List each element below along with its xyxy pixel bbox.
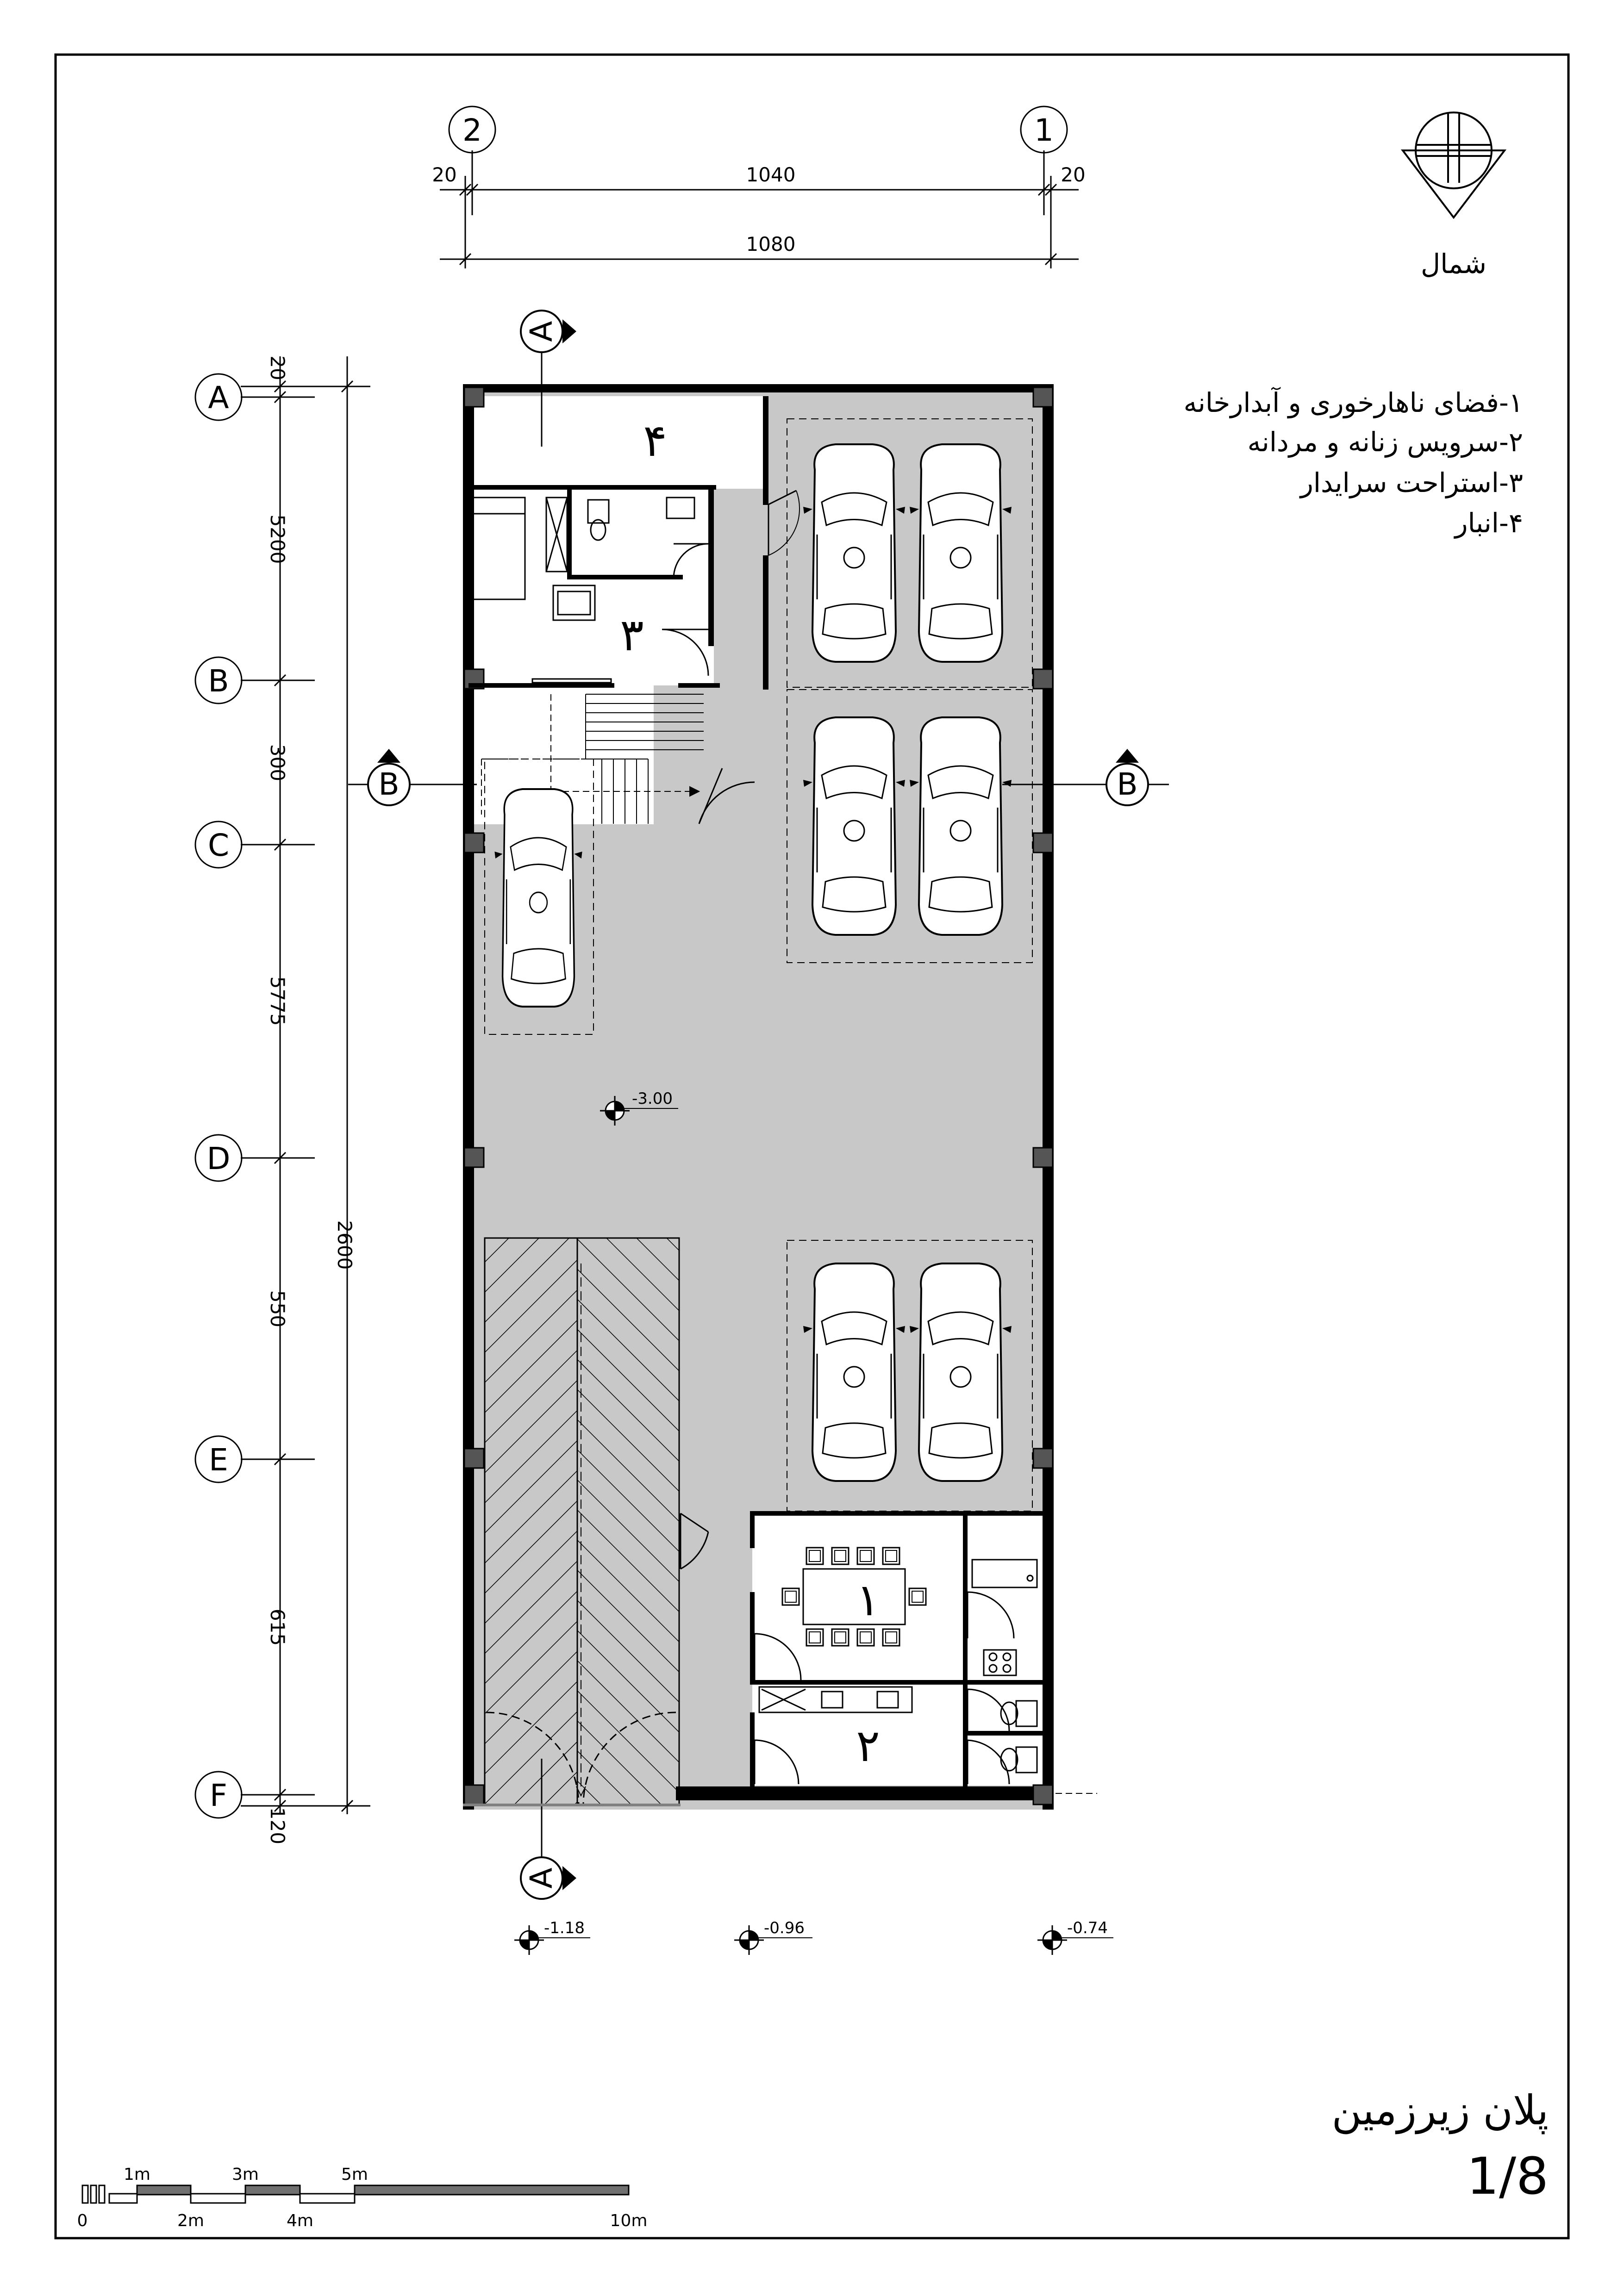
scale-tick-1m: 1m	[124, 2165, 150, 2184]
section-b-left-label: B	[378, 766, 400, 802]
legend-item-3: ۳-استراحت سرایدار	[1300, 467, 1523, 498]
room-4-label: ۴	[643, 415, 667, 467]
car	[910, 717, 1012, 935]
dim-left-total: 2600	[333, 1220, 356, 1270]
car	[910, 1263, 1012, 1481]
axis-label-col-1: 1	[1034, 112, 1054, 148]
dim-top-right-margin: 20	[1061, 163, 1086, 186]
axis-label-row-e: E	[209, 1442, 228, 1478]
car	[803, 1263, 905, 1481]
section-a-top-label: A	[524, 321, 559, 342]
north-label: شمال	[1421, 248, 1487, 280]
section-a-bottom-label: A	[524, 1867, 559, 1889]
dim-left-ef: 615	[266, 1608, 289, 1646]
drawing-title: پلان زیرزمین	[1331, 2086, 1549, 2134]
level-marker	[734, 1925, 764, 1955]
legend-item-4: ۴-انبار	[1455, 507, 1523, 539]
north-arrow-icon	[1403, 112, 1505, 218]
level-marker	[1037, 1925, 1067, 1955]
car	[910, 444, 1012, 662]
level-marker	[514, 1925, 544, 1955]
dim-left-ab: 5200	[266, 514, 289, 564]
dim-top-span: 1040	[746, 163, 796, 186]
level-label-1: -1.18	[544, 1919, 585, 1937]
axis-label-row-a: A	[208, 380, 229, 416]
level-floor-label: -3.00	[632, 1089, 673, 1108]
legend-item-1: ۱-فضای ناهارخوری و آبدارخانه	[1183, 387, 1523, 418]
scale-tick-10m: 10m	[610, 2211, 648, 2230]
section-b-right-label: B	[1117, 766, 1138, 802]
dim-left-bc: 300	[266, 744, 289, 782]
dim-left-cd: 5775	[266, 976, 289, 1026]
scale-tick-4m: 4m	[287, 2211, 313, 2230]
scale-tick-5m: 5m	[341, 2165, 368, 2184]
ramp	[463, 1238, 681, 1805]
legend-item-2: ۲-سرویس زنانه و مردانه	[1247, 426, 1523, 458]
room-1-label: ۱	[856, 1574, 880, 1626]
car	[803, 717, 905, 935]
dim-left-top-margin: 20	[266, 355, 289, 380]
level-label-3: -0.74	[1067, 1919, 1108, 1937]
scale-tick-2m: 2m	[177, 2211, 204, 2230]
dim-top-left-margin: 20	[432, 163, 457, 186]
scale-bar	[82, 2185, 629, 2203]
scale-tick-0: 0	[77, 2211, 88, 2230]
axis-label-row-c: C	[207, 828, 230, 863]
dim-left-bottom-margin: 120	[266, 1807, 289, 1845]
car	[803, 444, 905, 662]
scale-tick-3m: 3m	[232, 2165, 259, 2184]
level-label-2: -0.96	[764, 1919, 805, 1937]
car	[494, 789, 582, 1007]
axis-label-col-2: 2	[462, 112, 482, 148]
left-dimensions	[195, 356, 370, 1818]
drawing-scale: 1/8	[1466, 2147, 1549, 2206]
axis-label-row-b: B	[208, 663, 229, 699]
section-b-left	[348, 749, 477, 805]
room-2-label: ۲	[856, 1720, 880, 1772]
dim-left-de: 550	[266, 1290, 289, 1328]
room-3-label: ۳	[620, 609, 644, 661]
axis-label-row-f: F	[210, 1778, 227, 1813]
dim-top-total: 1080	[746, 233, 796, 255]
axis-label-row-d: D	[206, 1141, 231, 1176]
